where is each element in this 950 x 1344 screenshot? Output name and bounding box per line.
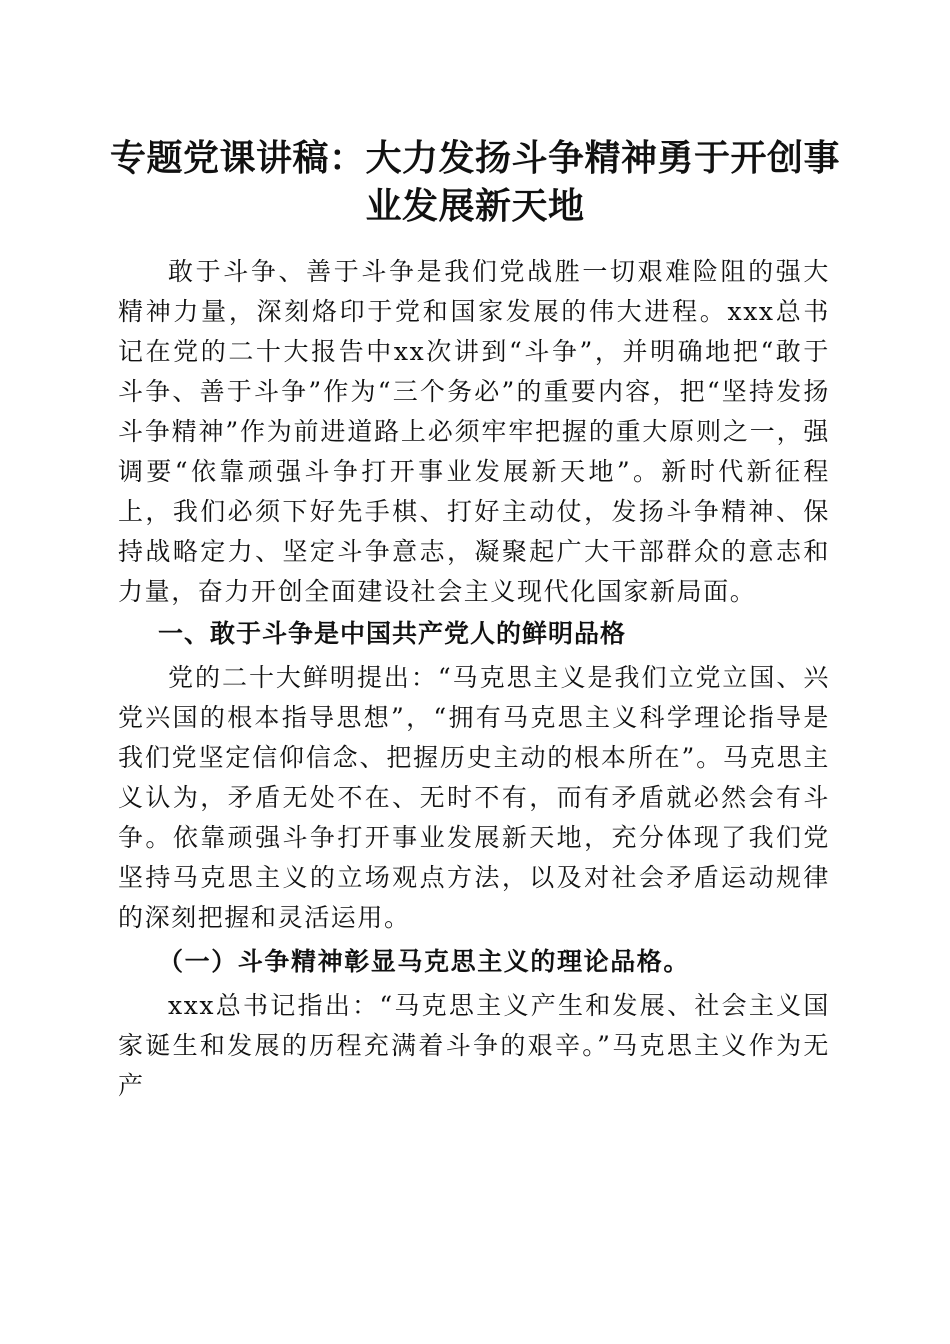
paragraph-intro: 敢于斗争、善于斗争是我们党战胜一切艰难险阻的强大精神力量，深刻烙印于党和国家发展的伟大进程。xxx总书记在党的二十大报告中xx次讲到“斗争”，并明确地把“敢于斗争、善于斗争”作为“三个务必”的重要内容，把“坚持发扬斗争精神”作为前进道路上必须牢牢把握的重大原则之一，强调要“依靠顽强斗争打开事业发展新天地”。新时代新征程上，我们必须下好先手棋、打好主动仗，发扬斗争精神、保持战略定力、坚定斗争意志，凝聚起广大干部群众的意志和力量，奋力开创全面建设社会主义现代化国家新局面。 bbox=[118, 257, 830, 606]
paragraph-section-1: 党的二十大鲜明提出：“马克思主义是我们立党立国、兴党兴国的根本指导思想”，“拥有马克思主义科学理论指导是我们党坚定信仰信念、把握历史主动的根本所在”。马克思主义认为，矛盾无处不在、无时不有，而有矛盾就必然会有斗争。依靠顽强斗争打开事业发展新天地，充分体现了我们党坚持马克思主义的立场观点方法，以及对社会矛盾运动规律的深刻把握和灵活运用。 bbox=[118, 663, 830, 932]
paragraph-subsection-1: xxx总书记指出：“马克思主义产生和发展、社会主义国家诞生和发展的历程充满着斗争的艰辛。”马克思主义作为无产 bbox=[118, 991, 830, 1100]
subsection-heading-1: （一）斗争精神彰显马克思主义的理论品格。 bbox=[158, 947, 691, 976]
document-title: 专题党课讲稿：大力发扬斗争精神勇于开创事业发展新天地 bbox=[110, 137, 841, 227]
document-body bbox=[118, 252, 830, 1106]
section-heading-1: 一、敢于斗争是中国共产党人的鲜明品格 bbox=[158, 619, 627, 648]
